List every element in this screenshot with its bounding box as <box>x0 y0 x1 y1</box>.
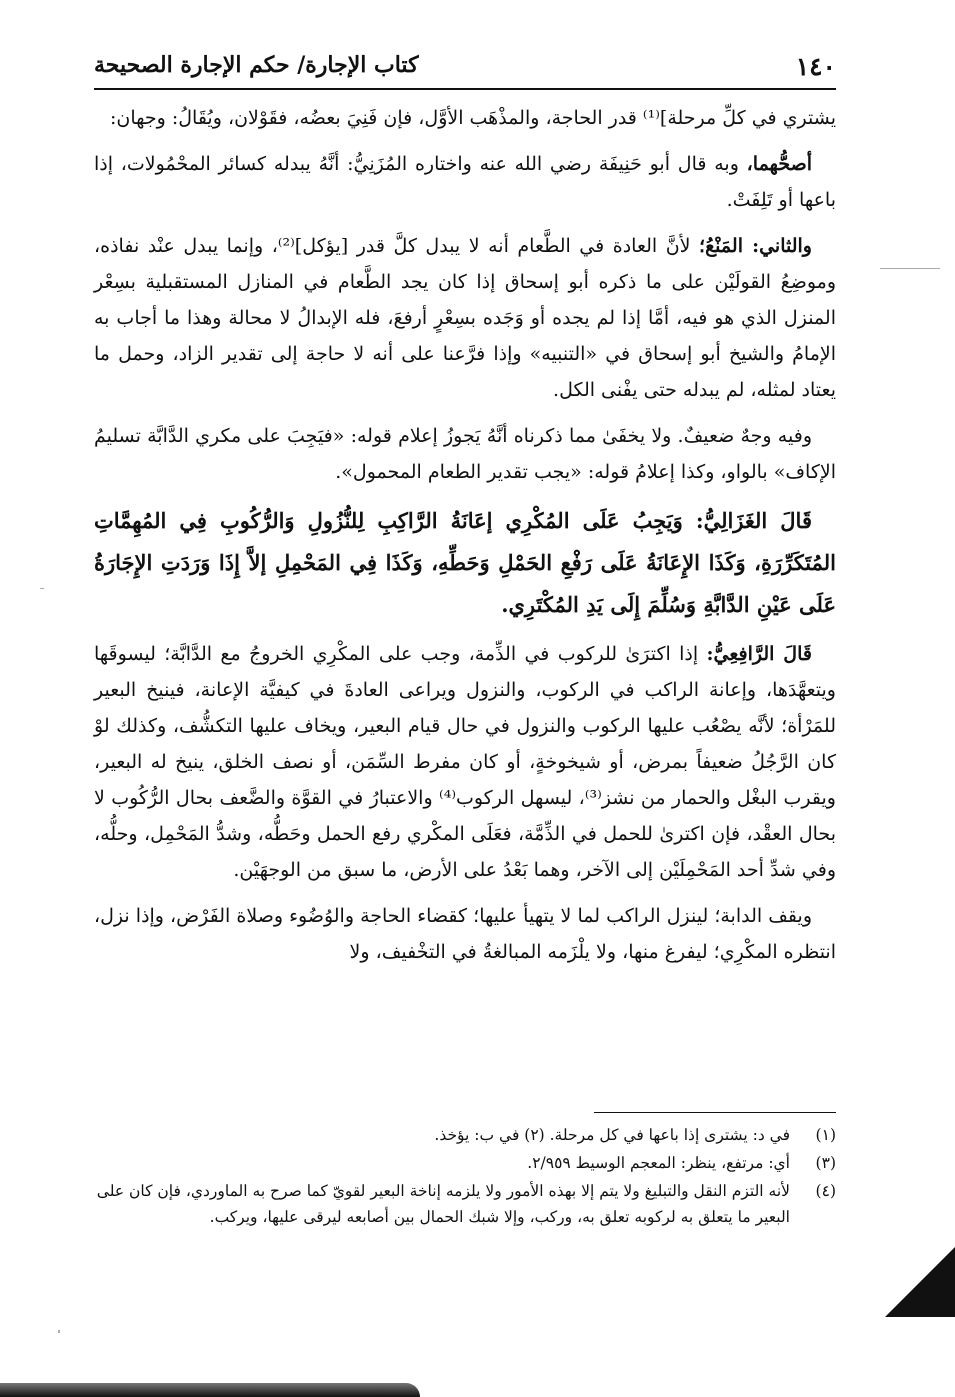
paragraph-3-text: لأنَّ العادة في الطَّعام أنه لا يبدل كلَّ قدر [يؤكل]⁽²⁾، وإنما يبدل عنْد نفاذه، وموضِعُ القولَيْن على ما ذكره أبو إسحاق إذا كان يجد الطَّعام في المنازل المستقبلية بسِعْر المنزل الذي هو فيه، أمَّا إذا لم يجده أو وَجَده بسِعْرٍ أرفعَ، فله الإبدالُ لا محالة وهذا ما أجاب به الإمامُ والشيخ أبو إسحاق في «التنبيه» وإذا فرَّعنا على أنه لا حاجة إلى تقدير الزاد، وحمل ما يعتاد لمثله، لم يبدله حتى يفْنى الكل. <box>94 235 836 401</box>
footnote-number: (١) <box>815 1126 836 1144</box>
header-rule <box>94 88 836 90</box>
footnote-text: أي: مرتفع، ينظر: المعجم الوسيط ٢/٩٥٩. <box>527 1154 790 1172</box>
footnote-1 <box>94 1122 836 1148</box>
page-header <box>94 48 836 88</box>
footnote-rule <box>594 1112 836 1113</box>
ghazali-quote-text: وَيَجِبُ عَلَى المُكْرِي إعَانَةُ الرَّاكِبِ لِلنُّزُولِ وَالرُّكُوبِ فِي المُهِمَّاتِ المُتَكَرِّرَةِ، وَكَذَا الإِعَانَةُ عَلَى رَفْعِ الحَمْلِ وَحَطِّهِ، وَكَذَا فِي المَحْمِلِ إلاَّ إِذَا وَرَدَتِ الإِجَارَةُ عَلَى عَيْنِ الدَّابَّةِ وَسُلِّمَ إِلَى يَدِ المُكْتَرِي. <box>94 508 836 617</box>
footnote-number: (٤) <box>815 1182 836 1200</box>
paragraph-2-lead: أصحُّهما، <box>746 153 812 175</box>
scan-speck <box>58 1330 60 1333</box>
footnote-text: في د: يشترى إذا باعها في كل مرحلة. (٢) في ب: يؤخذ. <box>434 1126 790 1144</box>
paragraph-6: ويقف الدابة؛ لينزل الراكب لما لا يتهيأ عليها؛ كقضاء الحاجة والوُضُوء وصلاة الفَرْض، وإذا نزل، انتظره المكْرِي؛ ليفرغ منها، ولا يلْزَمه المبالغةُ في التخْفيف، ولا <box>94 905 836 963</box>
paragraph-2-text: وبه قال أبو حَنِيفَة رضي الله عنه واختاره المُزَنِيُّ: أنَّهُ يبدله كسائر المحْمُولات، إذا باعها أو تَلِفَتْ. <box>94 153 836 211</box>
scan-bottom-shadow <box>0 1383 420 1397</box>
footnote-3 <box>94 1150 836 1176</box>
page-number: ١٤٠ <box>795 52 836 81</box>
ghazali-quote <box>94 500 836 626</box>
footnote-4 <box>94 1178 836 1230</box>
paragraph-5-text: إذا اكترَىٰ للركوب في الذِّمة، وجب على المكْرِي الخروجُ مع الدَّابَّة؛ ليسوقَها ويتعهَّدَها، وإعانة الراكب في الركوب، والنزول ويراعى العادةَ في كيفيَّة الإعانة، فينيخ البعير للمَرْأة؛ لأنَّه يصْعُب عليها الركوب والنزول في حال قيام البعير، ويخاف عليها التكشُّف، وكذلك لوْ كان الرَّجُلُ ضعيفاً بمرض، أو شيخوخةٍ، أو كان مفرط السِّمَن، أو نصف الخلق، ينيخ له البعير، ويقرب البغْل والحمار من نشز⁽³⁾، ليسهل الركوب⁽⁴⁾ والاعتبارُ في القوَّة والضَّعف بحال الرُّكُوب لا بحال العقْد، فإن اكترىٰ للحمل في الذِّمَّة، فعَلَى المكْري رفع الحمل وحَطُّه، وشدُّ المَحْمِل، وحلُّه، وفي شدِّ أحد المَحْمِلَيْن إلى الآخر، وهما بَعْدُ على الأرض، ما سبق من الوجهَيْن. <box>94 643 836 881</box>
scan-corner-shadow <box>885 1247 955 1317</box>
paragraph-5-lead: قَالَ الرَّافِعِيُّ: <box>706 643 812 665</box>
running-title: كتاب الإجارة/ حكم الإجارة الصحيحة <box>94 52 419 78</box>
paragraph-4: وفيه وجهٌ ضعيفٌ. ولا يخفَىٰ مما ذكرناه أنَّهُ يَجوزُ إعلام قوله: «فيَجِبَ على مكري الدَّابَّة تسليمُ الإكاف» بالواو، وكذا إعلامُ قوله: «يجب تقدير الطعام المحمول». <box>94 425 836 483</box>
scan-speck <box>880 268 940 269</box>
scan-speck <box>40 588 44 589</box>
main-text <box>94 100 836 980</box>
paragraph-1: يشتري في كلِّ مرحلة]⁽¹⁾ قدر الحاجة، والمذْهَب الأوَّل، فإن فَنِيَ بعضُه، فقَوْلان، ويُقَالُ: وجهان: <box>109 107 836 129</box>
footnote-text: لأنه التزم النقل والتبليغ ولا يتم إلا بهذه الأمور ولا يلزمه إناخة البعير لقويّ كما صرح به الماوردي، فإن كان على البعير ما يتعلق به لركوبه تعلق به، وركب، وإلا شبك الحمال بين أصابعه ليرقى عليها، ويركب. <box>96 1182 790 1226</box>
paragraph-3-lead: والثاني: المَنْعُ؛ <box>699 235 812 257</box>
footnotes <box>94 1122 836 1232</box>
paragraph-2 <box>94 146 836 218</box>
paragraph-3 <box>94 228 836 408</box>
paragraph-5 <box>94 636 836 888</box>
footnote-number: (٣) <box>815 1154 836 1172</box>
ghazali-quote-lead: قَالَ الغَزَالِيُّ: <box>695 508 812 533</box>
